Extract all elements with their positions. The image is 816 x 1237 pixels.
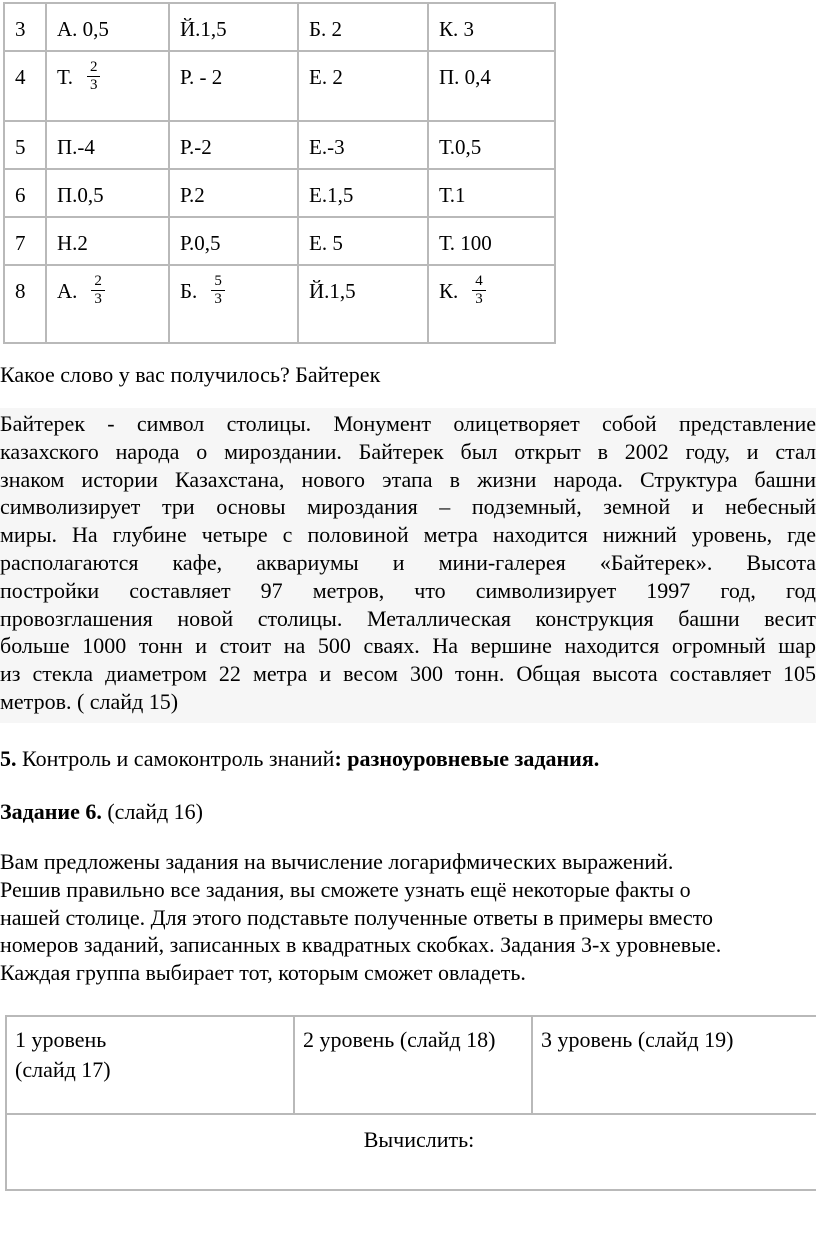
fraction-denominator: 3: [472, 290, 486, 308]
compute-cell: Вычислить:: [6, 1114, 816, 1190]
level2-cell: 2 уровень (слайд 18): [294, 1016, 532, 1114]
answer-cell: [298, 169, 428, 217]
answer-cell: [428, 217, 555, 265]
answer-cell: [428, 169, 555, 217]
answer-cell: [46, 169, 169, 217]
level3-cell: 3 уровень (слайд 19): [532, 1016, 816, 1114]
description-line: располагаются кафе, аквариумы и мини-галерея «Байтерек». Высота: [0, 549, 816, 575]
answer-cell: [169, 265, 298, 343]
answer-cell: [298, 51, 428, 121]
description-line: казахского народа о мироздании. Байтерек был открыт в 2002 году, и стал: [0, 438, 816, 464]
answer-text: Р.2: [180, 183, 205, 207]
answer-cell-content: [57, 170, 168, 207]
answer-cell-content: [180, 218, 297, 255]
answer-text: К. 3: [439, 17, 475, 41]
description-line: постройки составляет 97 метров, что символизирует 1997 год, год: [0, 577, 816, 603]
answer-cell: [46, 51, 169, 121]
description-line: миры. На глубине четыре с половиной метра находится нижний уровень, где: [0, 522, 816, 548]
fraction: [87, 59, 101, 94]
row-number: [4, 217, 46, 265]
row-number: [4, 169, 46, 217]
row-number-text: 8: [15, 279, 26, 303]
answer-text: Т.0,5: [439, 135, 482, 159]
answer-text: К.: [439, 279, 459, 303]
answer-text: А.: [57, 279, 78, 303]
answer-cell: [428, 51, 555, 121]
level1-label: 1 уровень: [15, 1027, 107, 1052]
row-number-text: 3: [15, 17, 26, 41]
answer-cell: [169, 217, 298, 265]
task6-line: Решив правильно все задания, вы сможете узнать ещё некоторые факты о: [0, 876, 691, 902]
answer-cell: [169, 169, 298, 217]
answer-cell: [428, 121, 555, 169]
task6-line: Каждая группа выбирает тот, которым сможет овладеть.: [0, 960, 526, 986]
answer-cell-content: [439, 218, 554, 255]
levels-compute-row: [6, 1114, 816, 1190]
answer-cell-content: [439, 170, 554, 207]
answer-cell-content: [309, 122, 427, 159]
answer-cell: [46, 3, 169, 51]
answer-cell-content: [439, 4, 554, 41]
answer-text: П.0,5: [57, 183, 104, 207]
task6-slide: (слайд 16): [101, 799, 203, 824]
task6-title: Задание 6.: [0, 799, 102, 824]
answer-cell: [298, 217, 428, 265]
answer-cell: [169, 121, 298, 169]
row-number-text: 7: [15, 231, 26, 255]
fraction: [472, 273, 486, 308]
answer-cell: [298, 121, 428, 169]
fraction-numerator: 2: [94, 273, 102, 289]
fraction-denominator: 3: [91, 290, 105, 308]
answer-cell-content: [309, 4, 427, 41]
answer-cell-content: [180, 4, 297, 41]
level1-cell: [6, 1016, 294, 1114]
section5-bold-tail: : разноуровневые задания.: [334, 746, 600, 771]
answer-cell-content: [180, 170, 297, 207]
answer-text: Т.1: [439, 183, 466, 207]
answer-table: [3, 2, 556, 344]
answer-cell: [428, 265, 555, 343]
answer-text: Н.2: [57, 231, 88, 255]
row-number-text: 5: [15, 135, 26, 159]
levels-table: [5, 1015, 816, 1191]
answer-row: [4, 265, 555, 343]
task6-description: [0, 848, 816, 987]
description-line: символизирует три основы мироздания – подземный, земной и небесный: [0, 494, 816, 520]
answer-cell-content: [180, 266, 297, 308]
task6-line: Вам предложены задания на вычисление логарифмических выражений.: [0, 849, 674, 874]
level1-slide: (слайд 17): [15, 1057, 111, 1082]
description-line: метров. ( слайд 15): [0, 688, 179, 714]
description-line: провозглашения новой столицы. Металлическая конструкция башни весит: [0, 605, 816, 631]
answer-text: Т.: [57, 65, 73, 89]
answer-cell: [298, 3, 428, 51]
answer-cell-content: [57, 52, 168, 94]
answer-cell-content: [309, 170, 427, 207]
row-number-text: 6: [15, 183, 26, 207]
baiterek-description: [0, 410, 816, 716]
levels-header-row: [6, 1016, 816, 1114]
answer-cell: [46, 217, 169, 265]
answer-cell: [169, 51, 298, 121]
answer-text: А. 0,5: [57, 17, 109, 41]
answer-row: [4, 3, 555, 51]
answer-text: П.-4: [57, 135, 95, 159]
answer-text: Р.0,5: [180, 231, 221, 255]
fraction-numerator: 2: [89, 59, 98, 75]
answer-text: Й.1,5: [180, 17, 227, 41]
answer-text: Б.: [180, 279, 198, 303]
answer-text: Е.1,5: [309, 183, 354, 207]
fraction-denominator: 3: [211, 290, 225, 308]
task6-line: номеров заданий, записанных в квадратных скобках. Задания 3-х уровневые.: [0, 932, 722, 958]
answer-text: Е. 5: [309, 231, 343, 255]
answer-row: [4, 217, 555, 265]
fraction-denominator: 3: [87, 76, 101, 94]
answer-text: Е. 2: [309, 65, 343, 89]
answer-text: Й.1,5: [309, 279, 356, 303]
answer-cell-content: [57, 266, 168, 308]
answer-cell: [298, 265, 428, 343]
question-line: Какое слово у вас получилось? Байтерек: [0, 362, 381, 387]
fraction-numerator: 4: [475, 273, 483, 289]
answer-text: Р.-2: [180, 135, 212, 159]
answer-row: [4, 51, 555, 121]
answer-cell-content: [57, 4, 168, 41]
answer-cell: [169, 3, 298, 51]
fraction: [91, 273, 105, 308]
answer-text: П. 0,4: [439, 65, 491, 89]
answer-cell-content: [57, 218, 168, 255]
description-line: знаком истории Казахстана, нового этапа в жизни народа. Структура башни: [0, 466, 816, 492]
task6-heading: [0, 798, 816, 826]
section5-heading: [0, 745, 816, 773]
answer-cell-content: [180, 122, 297, 159]
answer-cell-content: [309, 218, 427, 255]
row-number-text: 4: [15, 65, 26, 89]
answer-text: Е.-3: [309, 135, 345, 159]
answer-text: Р. - 2: [180, 65, 223, 89]
answer-cell-content: [309, 266, 427, 303]
answer-cell-content: [309, 52, 427, 89]
section5-number: 5.: [0, 746, 17, 771]
row-number: [4, 121, 46, 169]
row-number: [4, 265, 46, 343]
answer-cell: [46, 121, 169, 169]
task6-line: нашей столице. Для этого подставьте полученные ответы в примеры вместо: [0, 904, 714, 930]
answer-cell: [46, 265, 169, 343]
section5-text: Контроль и самоконтроль знаний: [16, 746, 335, 771]
fraction: [211, 273, 225, 308]
answer-cell-content: [439, 52, 554, 89]
answer-row: [4, 169, 555, 217]
description-line: из стекла диаметром 22 метра и весом 300 тонн. Общая высота составляет 105: [0, 661, 816, 687]
answer-row: [4, 121, 555, 169]
row-number: [4, 3, 46, 51]
description-line: Байтерек - символ столицы. Монумент олицетворяет собой представление: [0, 411, 816, 436]
answer-cell-content: [439, 122, 554, 159]
answer-cell-content: [439, 266, 554, 308]
fraction-numerator: 5: [214, 273, 222, 289]
answer-cell-content: [180, 52, 297, 89]
answer-text: Б. 2: [309, 17, 343, 41]
answer-text: Т. 100: [439, 231, 492, 255]
description-line: больше 1000 тонн и стоит на 500 сваях. На вершине находится огромный шар: [0, 633, 816, 659]
answer-cell: [428, 3, 555, 51]
row-number: [4, 51, 46, 121]
answer-cell-content: [57, 122, 168, 159]
